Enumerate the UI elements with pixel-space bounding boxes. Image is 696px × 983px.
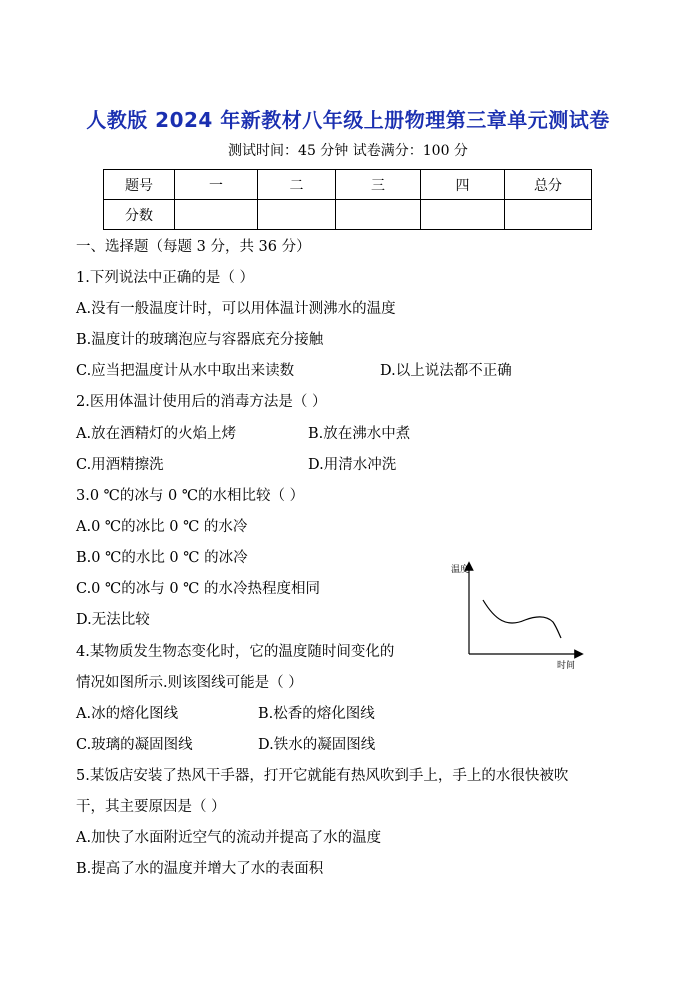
table-row [104, 170, 592, 200]
option: D.铁水的凝固图线 [258, 737, 376, 753]
option: B.温度计的玻璃泡应与容器底充分接触 [76, 332, 324, 348]
option: D.以上说法都不正确 [380, 363, 512, 379]
option: A.放在酒精灯的火焰上烤 [76, 426, 237, 442]
option: B.松香的熔化图线 [258, 706, 375, 722]
question-stem-continued: 情况如图所示.则该图线可能是（ ） [76, 675, 303, 691]
option: B.0 ℃的水比 0 ℃ 的冰冷 [76, 550, 248, 566]
table-header-cell: 一 [175, 170, 258, 200]
score-cell [258, 200, 336, 230]
option: B.提高了水的温度并增大了水的表面积 [76, 861, 324, 877]
question-stem-continued: 干，其主要原因是（ ） [76, 799, 226, 815]
option: C.玻璃的凝固图线 [76, 737, 193, 753]
table-row [104, 200, 592, 230]
option: B.放在沸水中煮 [308, 426, 411, 442]
question-stem: 1.下列说法中正确的是（ ） [76, 270, 254, 286]
page-title: 人教版 2024 年新教材八年级上册物理第三章单元测试卷 [86, 108, 610, 132]
table-header-cell: 四 [421, 170, 505, 200]
graph-curve [483, 600, 561, 638]
question-stem: 3.0 ℃的冰与 0 ℃的水相比较（ ） [76, 488, 305, 504]
option: C.应当把温度计从水中取出来读数 [76, 363, 295, 379]
section-heading: 一、选择题（每题 3 分，共 36 分） [76, 239, 311, 255]
table-header-cell: 二 [258, 170, 336, 200]
option: C.0 ℃的冰与 0 ℃ 的水冷热程度相同 [76, 581, 321, 597]
option: C.用酒精擦洗 [76, 457, 164, 473]
option: D.无法比较 [76, 612, 150, 628]
table-row-label: 分数 [104, 200, 175, 230]
score-cell [336, 200, 421, 230]
exam-info: 测试时间：45 分钟 试卷满分：100 分 [228, 143, 468, 159]
score-cell [175, 200, 258, 230]
temperature-time-graph [445, 558, 585, 673]
x-axis-label: 时间 [557, 661, 576, 671]
option: A.没有一般温度计时，可以用体温计测沸水的温度 [76, 301, 396, 317]
question-stem: 2.医用体温计使用后的消毒方法是（ ） [76, 394, 327, 410]
score-cell [421, 200, 505, 230]
score-cell [505, 200, 592, 230]
y-axis-label: 温度 [451, 565, 470, 575]
question-stem: 5.某饭店安装了热风干手器，打开它就能有热风吹到手上，手上的水很快被吹 [76, 768, 569, 784]
option: A.0 ℃的冰比 0 ℃ 的水冷 [76, 519, 248, 535]
option: A.加快了水面附近空气的流动并提高了水的温度 [76, 830, 382, 846]
table-header-cell: 总分 [505, 170, 592, 200]
option: A.冰的熔化图线 [76, 706, 179, 722]
question-stem: 4.某物质发生物态变化时，它的温度随时间变化的 [76, 644, 395, 660]
table-header-cell: 题号 [104, 170, 175, 200]
table-header-cell: 三 [336, 170, 421, 200]
score-table [103, 169, 592, 230]
option: D.用清水冲洗 [308, 457, 397, 473]
